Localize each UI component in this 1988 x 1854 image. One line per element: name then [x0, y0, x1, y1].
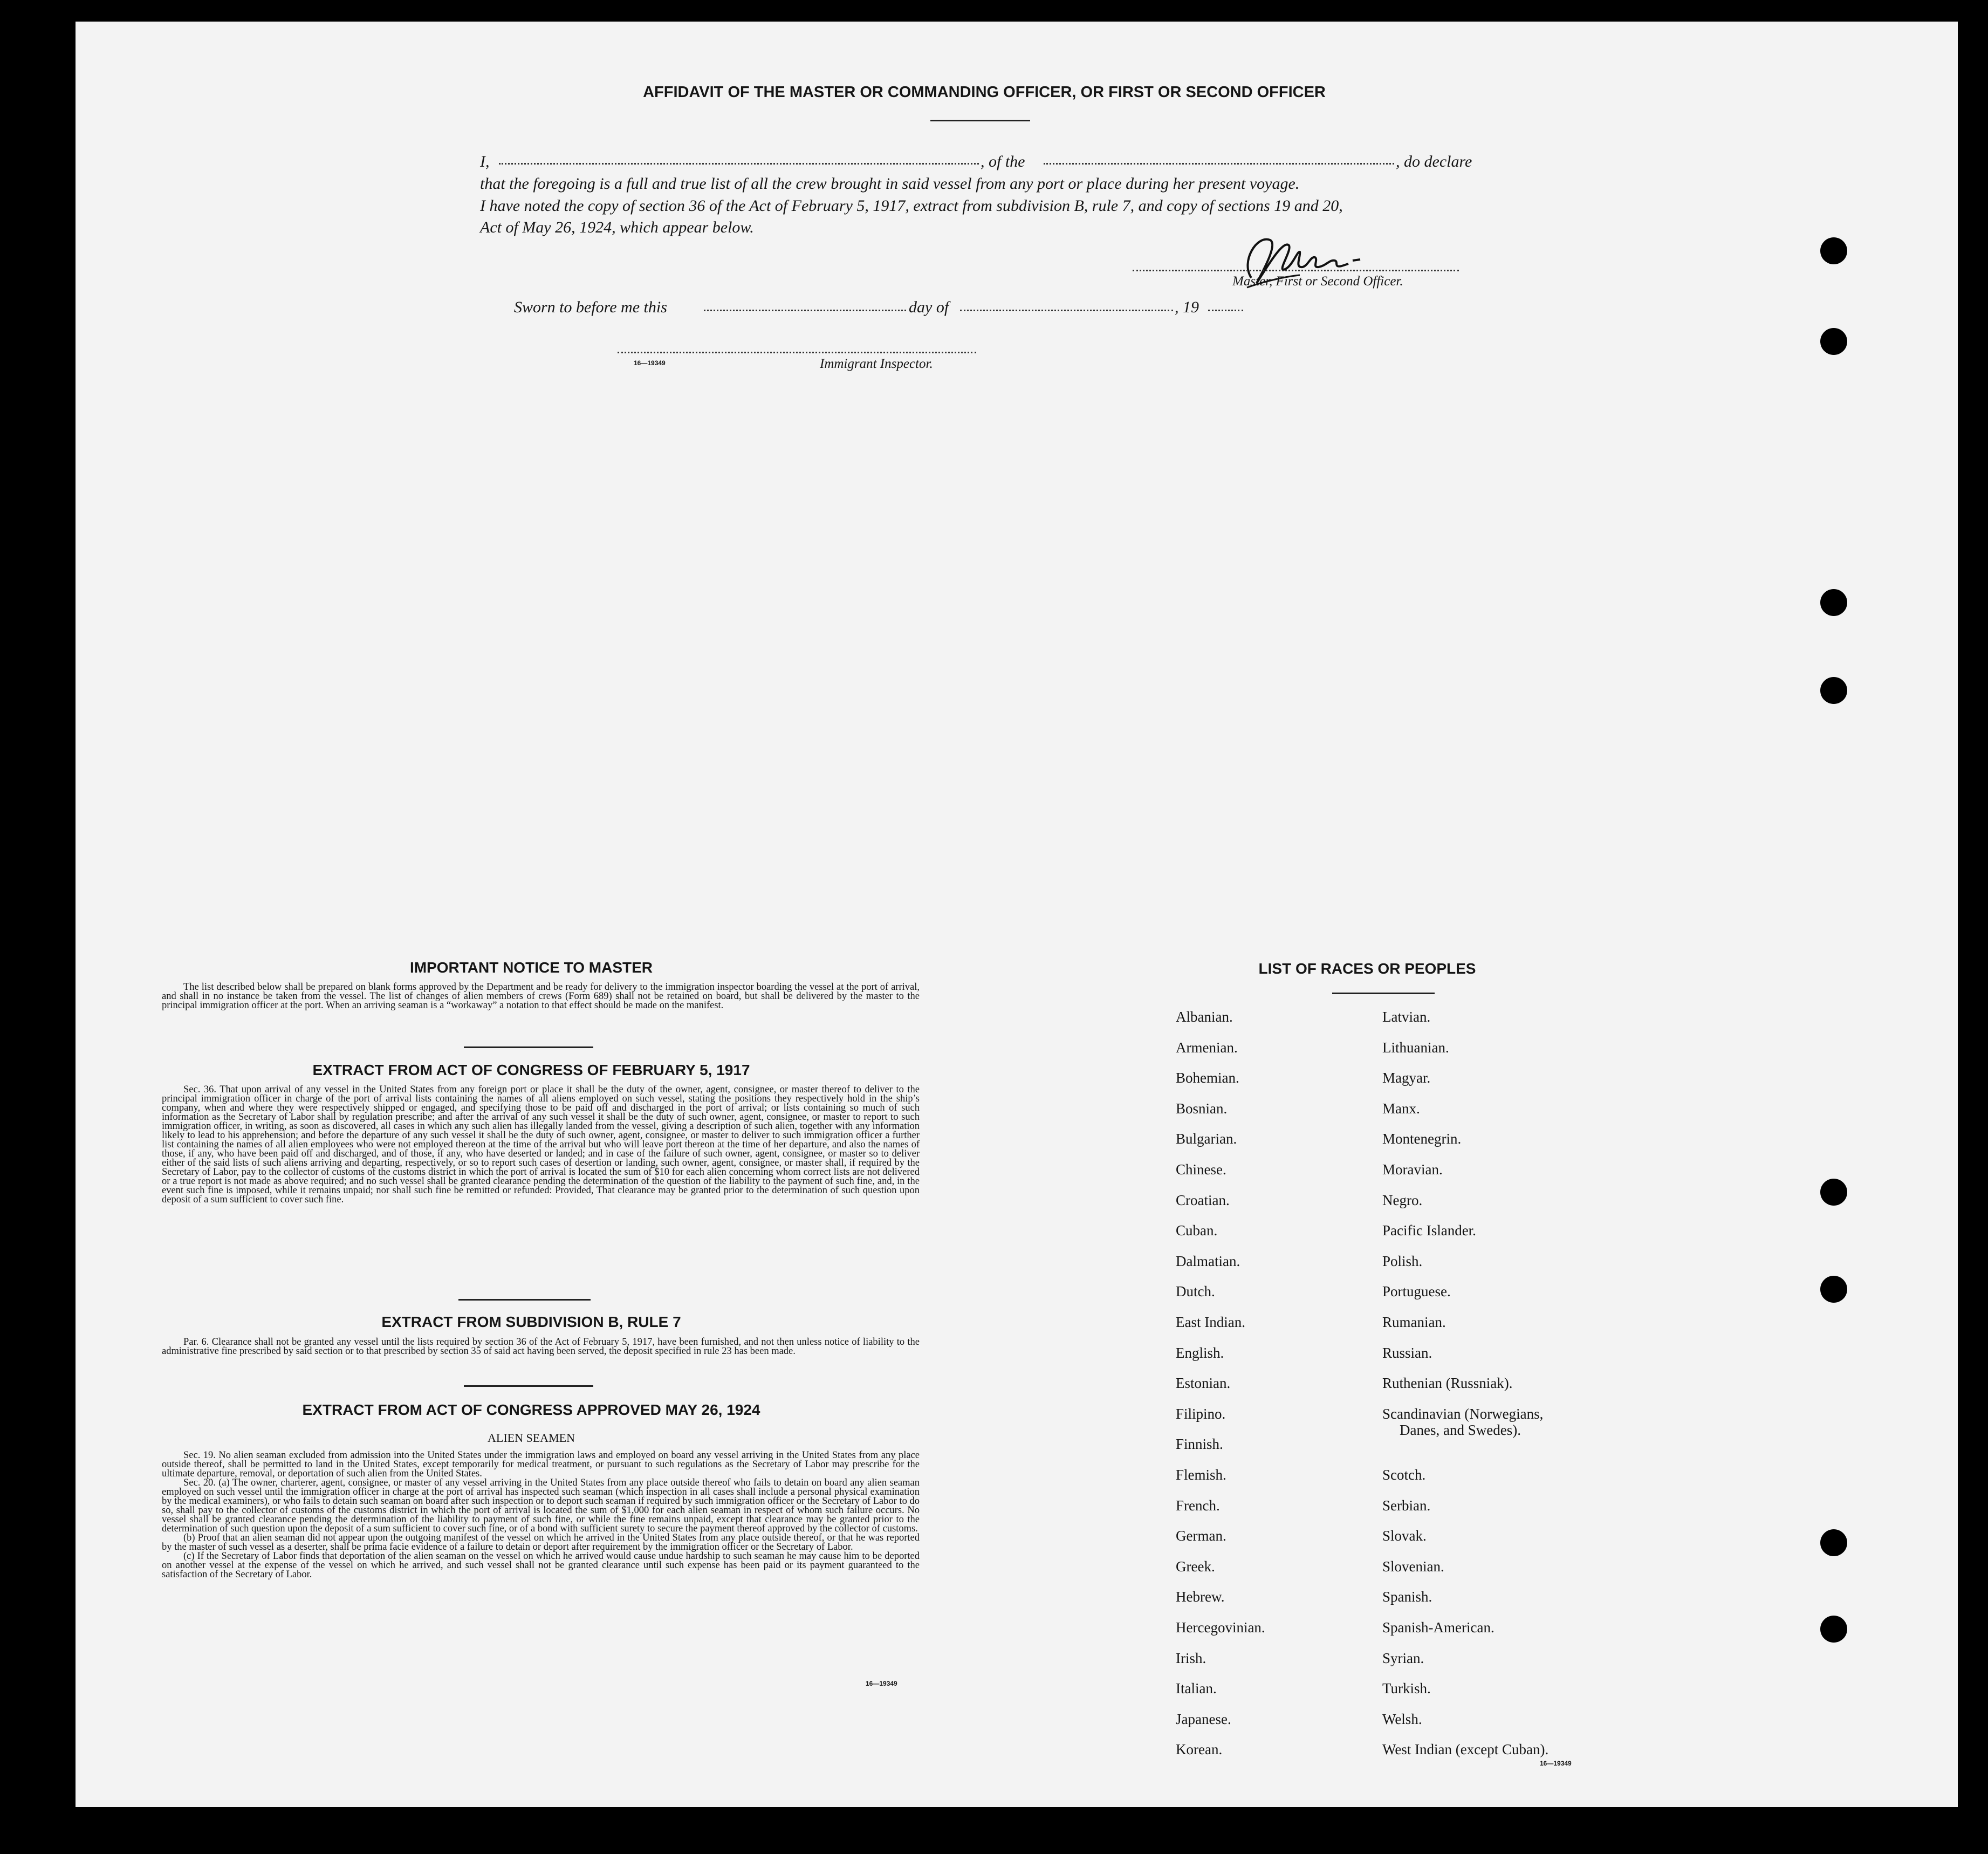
race-item: Rumanian.: [1382, 1314, 1446, 1330]
race-item: Negro.: [1382, 1192, 1423, 1208]
officer-name-blank[interactable]: [499, 163, 979, 165]
affidavit-of-the-label: , of the: [981, 153, 1025, 170]
signature-caption: Master, First or Second Officer.: [1232, 274, 1403, 289]
affidavit-declare-label: , do declare: [1396, 153, 1472, 170]
punch-hole: [1820, 237, 1847, 264]
race-item: Filipino.: [1176, 1405, 1226, 1422]
race-item: Latvian.: [1382, 1009, 1431, 1025]
races-divider: [1332, 993, 1435, 994]
year-label: , 19: [1175, 298, 1199, 316]
sec-19-text: Sec. 19. No alien seaman excluded from admission into the United States under the immigration laws and employed on board any vessel arriving in the United States from any place outside thereof, shall be permitted to land in the United States, except temporarily for medical treatment, or pursuant to such regulations as the Secretary of Labor may prescribe for the ultimate departure, removal, or deportation of such alien from the United States.: [162, 1450, 920, 1479]
race-item: Scandinavian (Norwegians,: [1382, 1405, 1544, 1422]
race-item: French.: [1176, 1497, 1220, 1514]
vessel-name-blank[interactable]: [1044, 163, 1394, 165]
race-item: Russian.: [1382, 1344, 1432, 1361]
race-item: Welsh.: [1382, 1711, 1422, 1727]
extract-1917-divider: [458, 1299, 591, 1301]
race-item: Danes, and Swedes).: [1400, 1421, 1521, 1438]
title-underline: [930, 120, 1030, 121]
sec-20a-text: Sec. 20. (a) The owner, charterer, agent, consignee, or master of any vessel arriving in the United States from any place outside thereof who fails to detain on board any alien seaman employed on such vessel until the immigration officer in charge at the port of arrival has inspected such seaman (which inspection in all cases shall include a personal physical examination by the medical examiners), or who fails to detain such seaman on board after such inspection or to deport such seaman if required by such immigration officer or the Secretary of Labor to do so, shall pay to the collector of customs of the customs district in which the port of arrival is located the sum of $1,000 for each alien seaman in respect of whom such failure occurs. No vessel shall be granted clearance pending the determination of the liability to payment of such fine, or while the fine remains unpaid, except that clearance may be granted prior to the determination of such question upon the deposit of a sum sufficient to cover such fine, or of a bond with sufficient surety to secure the payment thereof approved by the collector of customs.: [162, 1477, 920, 1534]
race-item: Croatian.: [1176, 1192, 1230, 1208]
race-item: Dalmatian.: [1176, 1253, 1240, 1269]
notice-title: IMPORTANT NOTICE TO MASTER: [409, 959, 653, 976]
affidavit-line-2: that the foregoing is a full and true list of all the crew brought in said vessel from any port or place during her present voyage.: [480, 175, 1300, 193]
race-item: West Indian (except Cuban).: [1382, 1741, 1549, 1758]
race-item: Bohemian.: [1176, 1070, 1239, 1086]
race-item: Estonian.: [1176, 1375, 1231, 1392]
signature-line[interactable]: [1133, 270, 1459, 271]
race-item: Albanian.: [1176, 1009, 1233, 1025]
race-item: Hebrew.: [1176, 1589, 1225, 1605]
subdivision-b-title: EXTRACT FROM SUBDIVISION B, RULE 7: [381, 1313, 681, 1330]
race-item: Portuguese.: [1382, 1283, 1451, 1300]
race-item: English.: [1176, 1344, 1224, 1361]
race-item: Scotch.: [1382, 1467, 1426, 1483]
race-item: Bosnian.: [1176, 1100, 1228, 1117]
race-item: Bulgarian.: [1176, 1131, 1237, 1147]
inspector-caption: Immigrant Inspector.: [820, 357, 933, 371]
sworn-date-blank[interactable]: [704, 310, 906, 311]
race-item: Montenegrin.: [1382, 1131, 1462, 1147]
race-item: Chinese.: [1176, 1161, 1226, 1178]
punch-hole: [1820, 1529, 1847, 1556]
extract-1917-text: Sec. 36. That upon arrival of any vessel in the United States from any foreign port or place it shall be the duty of the owner, agent, consignee, or master thereof to deliver to the principal immigration officer in charge of the port of arrival lists containing the names of all aliens employed on such vessel, stating the positions they respectively hold in the ship’s company, when and where they were respectively shipped or engaged, and specifying those to be paid off and discharged in the port of arrival; or lists containing so much of such information as the Secretary of Labor shall by regulation prescribe; and after the arrival of any such vessel it shall be the duty of such owner, agent, consignee, or master to report to such immigration officer, in writing, as soon as discovered, all cases in which any such alien has illegally landed from the vessel, giving a description of such alien, together with any information likely to lead to his apprehension; and before the departure of any such vessel it shall be the duty of such owner, agent, consignee, or master to deliver to such immigration officer a further list containing the names of all alien employees who were not employed thereon at the time of the arrival but who will leave port thereon at the time of her departure, and also the names of those, if any, who have been paid off and discharged, and of those, if any, who have deserted or landed; and in case of the failure of such owner, agent, consignee, or master so to deliver either of the said lists of such aliens arriving and departing, respectively, or so to report such cases of desertion or landing, such owner, agent, consignee, or master shall, if required by the Secretary of Labor, pay to the collector of customs of the customs district in which the port of arrival is located the sum of $10 for each alien concerning whom correct lists are not delivered or a true report is not made as above required; and no such vessel shall be granted clearance pending the determination of the question of the liability to the payment of such fine, and, in the event such fine is imposed, while it remains unpaid; nor shall such fine be remitted or refunded: Provided, That clearance may be granted prior to the determination of such question upon deposit of a sum sufficient to cover such fine.: [162, 1084, 920, 1205]
race-item: Armenian.: [1176, 1039, 1238, 1056]
race-item: Pacific Islander.: [1382, 1222, 1476, 1239]
race-item: East Indian.: [1176, 1314, 1245, 1330]
sec-20b-text: (b) Proof that an alien seaman did not appear upon the outgoing manifest of the vessel on which he arrived in the United States from any place outside thereof, or that he was reported by the master of such vessel as a deserter, shall be prima facie evidence of a failure to detain or deport after requirement by the immigration officer or the Secretary of Labor.: [162, 1533, 920, 1552]
race-item: Dutch.: [1176, 1283, 1215, 1300]
race-item: Moravian.: [1382, 1161, 1443, 1178]
race-item: Lithuanian.: [1382, 1039, 1449, 1056]
form-number-top: 16—19349: [634, 359, 666, 367]
sworn-month-blank[interactable]: [960, 310, 1173, 311]
affidavit-line-4: Act of May 26, 1924, which appear below.: [480, 218, 754, 236]
sworn-label: Sworn to before me this: [514, 298, 667, 316]
extract-1924-body: [162, 1451, 920, 1579]
race-item: Serbian.: [1382, 1497, 1431, 1514]
notice-text: The list described below shall be prepared on blank forms approved by the Department and be ready for delivery to the immigration inspector boarding the vessel at the port of arrival, and shall in no instance be taken from the vessel. The list of changes of alien members of crews (Form 689) shall not be retained on board, but shall be delivered by the master to the principal immigration officer at the port. When an arriving seaman is a “workaway” a notation to that effect should be made on the manifest.: [162, 982, 920, 1011]
race-item: Polish.: [1382, 1253, 1423, 1269]
subdivision-b-divider: [464, 1385, 593, 1387]
extract-1917-title: EXTRACT FROM ACT OF CONGRESS OF FEBRUARY 5, 1917: [312, 1062, 750, 1078]
race-item: Magyar.: [1382, 1070, 1431, 1086]
race-item: Manx.: [1382, 1100, 1420, 1117]
races-title: LIST OF RACES OR PEOPLES: [1258, 960, 1476, 977]
affidavit-line-3: I have noted the copy of section 36 of the Act of February 5, 1917, extract from subdivision B, rule 7, and copy of sections 19 and 20,: [480, 197, 1343, 215]
race-item: Greek.: [1176, 1558, 1215, 1575]
race-item: Syrian.: [1382, 1650, 1424, 1666]
race-item: Korean.: [1176, 1741, 1223, 1758]
race-item: Ruthenian (Russniak).: [1382, 1375, 1513, 1392]
sworn-year-blank[interactable]: [1208, 310, 1243, 311]
punch-hole: [1820, 328, 1847, 355]
race-item: Spanish-American.: [1382, 1619, 1495, 1636]
notice-divider: [464, 1046, 593, 1048]
race-item: Hercegovinian.: [1176, 1619, 1265, 1636]
race-item: German.: [1176, 1528, 1226, 1544]
form-number-bottom-right: 16—19349: [1540, 1760, 1572, 1767]
race-item: Slovenian.: [1382, 1558, 1444, 1575]
race-item: Flemish.: [1176, 1467, 1226, 1483]
inspector-signature-line[interactable]: [618, 352, 976, 353]
race-item: Slovak.: [1382, 1528, 1427, 1544]
day-of-label: day of: [909, 298, 949, 316]
punch-hole: [1820, 1276, 1847, 1303]
subdivision-b-text: Par. 6. Clearance shall not be granted any vessel until the lists required by section 36 of the Act of February 5, 1917, have been furnished, and not then unless notice of liability to the administrative fine prescribed by said section or to that prescribed by section 35 of said act having been served, the deposit specified in rule 23 has been made.: [162, 1337, 920, 1357]
race-item: Spanish.: [1382, 1589, 1432, 1605]
race-item: Italian.: [1176, 1680, 1217, 1697]
extract-1924-title: EXTRACT FROM ACT OF CONGRESS APPROVED MAY 26, 1924: [302, 1401, 760, 1418]
race-item: Japanese.: [1176, 1711, 1231, 1727]
alien-seamen-subtitle: ALIEN SEAMEN: [488, 1431, 575, 1445]
punch-hole: [1820, 677, 1847, 704]
affidavit-i-label: I,: [480, 153, 490, 170]
race-item: Finnish.: [1176, 1436, 1223, 1453]
race-item: Turkish.: [1382, 1680, 1431, 1697]
punch-hole: [1820, 1179, 1847, 1206]
punch-hole: [1820, 1616, 1847, 1643]
affidavit-title: AFFIDAVIT OF THE MASTER OR COMMANDING OFFICER, OR FIRST OR SECOND OFFICER: [643, 84, 1326, 101]
punch-hole: [1820, 589, 1847, 616]
sec-20c-text: (c) If the Secretary of Labor finds that deportation of the alien seaman on the vessel on which he arrived would cause undue hardship to such seaman he may cause him to be deported on another vessel at the expense of the vessel on which he arrived, and such vessel shall not be granted clearance until such expense has been paid or its payment guaranteed to the satisfaction of the Secretary of Labor.: [162, 1551, 920, 1580]
race-item: Irish.: [1176, 1650, 1206, 1666]
race-item: Cuban.: [1176, 1222, 1218, 1239]
form-number-bottom-left: 16—19349: [866, 1680, 897, 1687]
